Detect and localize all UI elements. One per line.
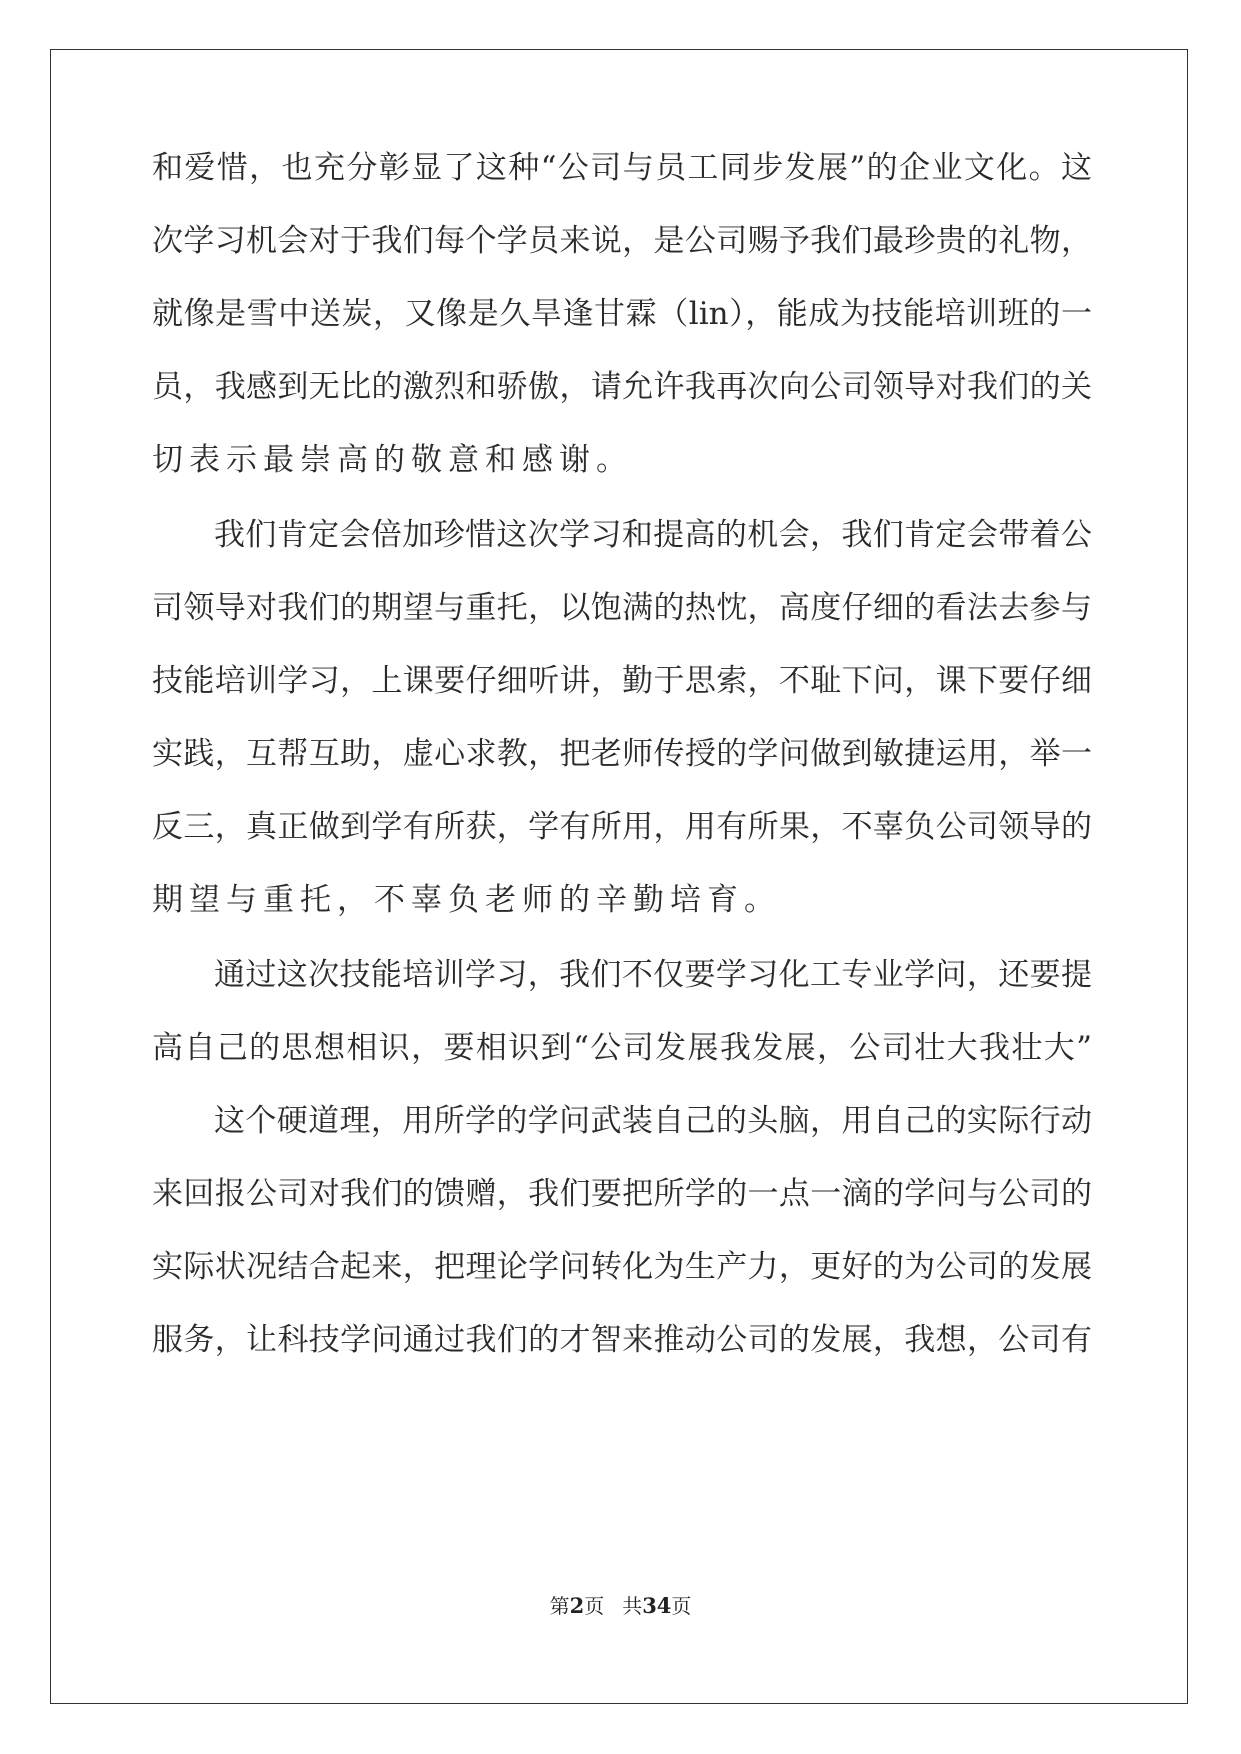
paragraph-first-line: 这个硬道理，用所学的学问武装自己的头脑，用自己的实际行动	[214, 1103, 1092, 1139]
total-suffix: 页	[671, 1594, 692, 1618]
paragraph-first-line: 我们肯定会倍加珍惜这次学习和提高的机会，我们肯定会带着公	[214, 517, 1092, 553]
text-line: 就像是雪中送炭，又像是久旱逢甘霖（lin），能成为技能培训班的一	[152, 296, 1092, 332]
text-line: 司领导对我们的期望与重托，以饱满的热忱，高度仔细的看法去参与	[152, 590, 1092, 626]
text-line: 和爱惜，也充分彰显了这种“公司与员工同步发展”的企业文化。这	[152, 150, 1092, 186]
text-line: 员，我感到无比的激烈和骄傲，请允许我再次向公司领导对我们的关	[152, 369, 1092, 405]
text-line: 期望与重托，不辜负老师的辛勤培育。	[152, 882, 781, 918]
text-line: 技能培训学习，上课要仔细听讲，勤于思索，不耻下问，课下要仔细	[152, 663, 1092, 699]
page-footer	[0, 1590, 1241, 1619]
text-line: 切表示最崇高的敬意和感谢。	[152, 442, 633, 478]
text-line: 实际状况结合起来，把理论学问转化为生产力，更好的为公司的发展	[152, 1249, 1092, 1285]
text-line: 来回报公司对我们的馈赠，我们要把所学的一点一滴的学问与公司的	[152, 1176, 1092, 1212]
text-line: 次学习机会对于我们每个学员来说，是公司赐予我们最珍贵的礼物，	[152, 223, 1092, 259]
page-number: 2	[569, 1593, 585, 1618]
total-pages: 34	[642, 1593, 672, 1618]
text-line: 反三，真正做到学有所获，学有所用，用有所果，不辜负公司领导的	[152, 809, 1092, 845]
page-prefix: 第	[549, 1594, 570, 1618]
total-prefix: 共	[622, 1594, 643, 1618]
text-line: 服务，让科技学问通过我们的才智来推动公司的发展，我想，公司有	[152, 1322, 1092, 1358]
text-line: 高自己的思想相识，要相识到“公司发展我发展，公司壮大我壮大”	[152, 1030, 1092, 1066]
text-line: 实践，互帮互助，虚心求教，把老师传授的学问做到敏捷运用，举一	[152, 736, 1092, 772]
paragraph-first-line: 通过这次技能培训学习，我们不仅要学习化工专业学问，还要提	[214, 957, 1092, 993]
page-suffix: 页	[584, 1594, 605, 1618]
